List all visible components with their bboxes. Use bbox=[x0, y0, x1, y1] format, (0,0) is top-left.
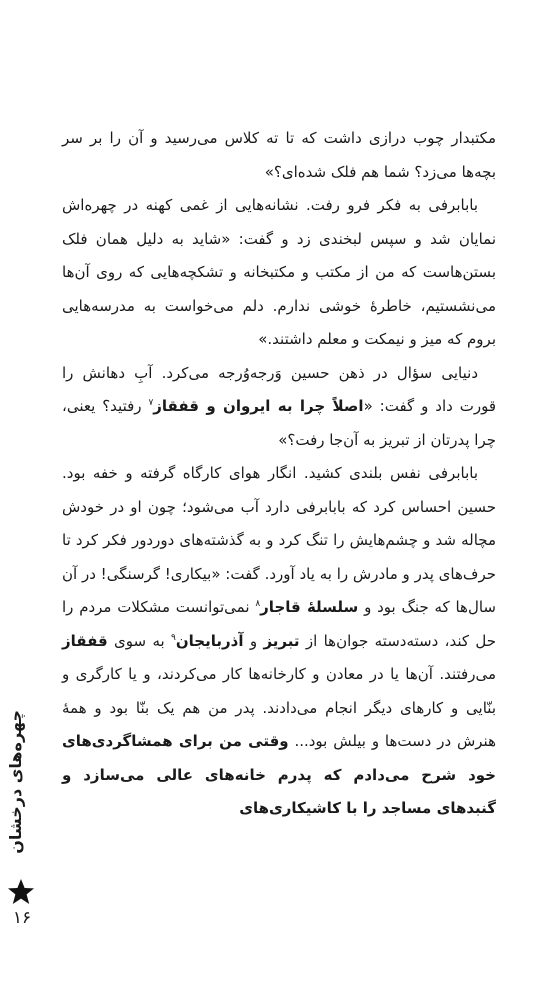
running-title: چهره‌های درخشان bbox=[6, 710, 25, 854]
emphasized-text: تبریز bbox=[263, 631, 300, 650]
emphasized-text: وقتی من برای همشاگردی‌های خود شرح می‌دادم که پدرم خانه‌های عالی می‌سازد و گنبدهای مساجد را با کاشیکاری‌های bbox=[62, 732, 496, 817]
text-run: می‌رفتند. آن‌ها یا در معادن و کارخانه‌ها کار می‌کردند، و یا کارگری و بنّایی و کارهای دیگر انجام می‌دادند. پدر من هم یک بنّا بود و همهٔ هنرش در دست‌ها و بیلش بود... bbox=[62, 665, 496, 750]
emphasized-text: اصلاً چرا به ایروان و قفقاز bbox=[153, 397, 364, 415]
emphasized-text: قفقاز bbox=[62, 631, 108, 650]
footnote-marker: ۹ bbox=[171, 632, 176, 643]
body-text bbox=[62, 122, 496, 826]
text-run: رفتید؟ یعنی، چرا پدرتان از تبریز به آن‌جا رفت؟» bbox=[62, 397, 496, 449]
paragraph bbox=[62, 122, 496, 189]
footnote-marker: ۷ bbox=[148, 398, 154, 408]
page-margin-marker bbox=[0, 700, 58, 940]
emphasized-text: آذربایجان bbox=[175, 631, 244, 650]
text-run: نمی‌توانست مشکلات مردم را حل کند، دسته‌دسته جوان‌ها از bbox=[62, 598, 496, 650]
paragraph bbox=[62, 357, 496, 458]
paragraph bbox=[62, 457, 496, 826]
text-run: و bbox=[243, 631, 264, 650]
star-icon bbox=[7, 878, 35, 906]
paragraph bbox=[62, 189, 496, 357]
text-run: بابابرفی نفس بلندی کشید. انگار هوای کارگاه گرفته و خفه بود. حسین احساس کرد که بابابرفی دارد آب می‌شود؛ چون او در خودش مچاله شد و چشم‌هایش را تنگ کرد و به گذشته‌های دوردور فکر کرد تا حرف‌های پدر و مادرش را به یاد آورد. گفت: «بیکاری! گرسنگی! در آن سال‌ها که جنگ بود و bbox=[62, 464, 496, 616]
text-run: به سوی bbox=[107, 631, 172, 650]
text-run: مکتبدار چوب درازی داشت که تا ته کلاس می‌رسید و آن را بر سر بچه‌ها می‌زد؟ شما هم فلک شده‌ای؟» bbox=[62, 129, 496, 181]
text-run: بابابرفی به فکر فرو رفت. نشانه‌هایی از غمی کهنه در چهره‌اش نمایان شد و سپس لبخندی زد و گفت: «شاید به دلیل همان فلک بستن‌هاست که من از مکتب و مکتبخانه و تشکچه‌هایی که روی آن‌ها می‌نشستیم، خاطرهٔ خوشی ندارم. دلم می‌خواست به مدرسه‌هایی بروم که میز و نیمکت و معلم داشتند.» bbox=[62, 196, 496, 348]
footnote-marker: ۸ bbox=[255, 599, 261, 609]
page-number: ۱۶ bbox=[12, 908, 32, 928]
emphasized-text: سلسلهٔ قاجار bbox=[260, 598, 359, 616]
text-run: دنیایی سؤال در ذهن حسین وَرجه‌وُرجه می‌کرد. آبِ دهانش را قورت داد و گفت: « bbox=[62, 363, 497, 415]
